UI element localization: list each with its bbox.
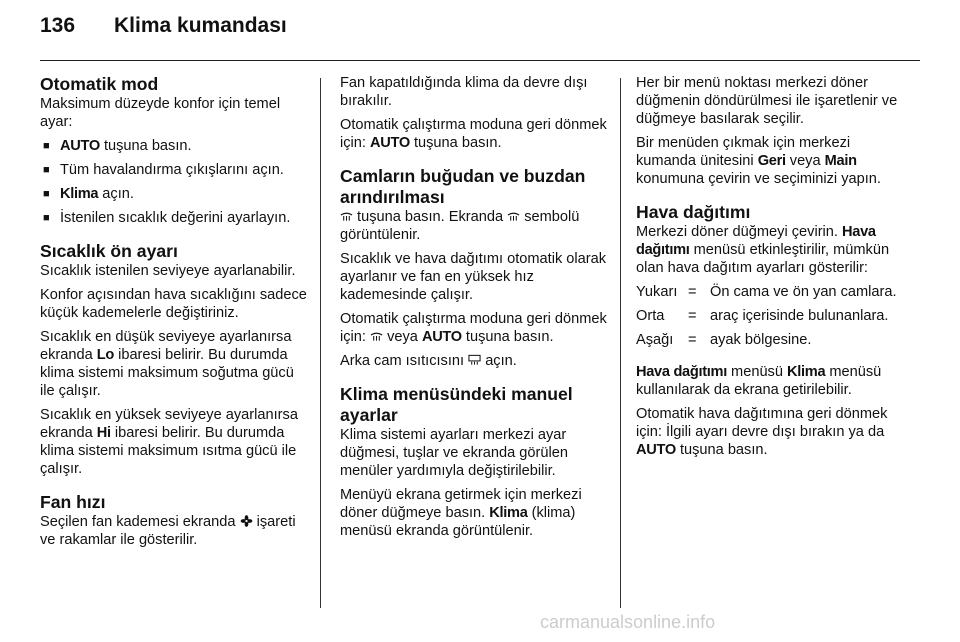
para-menu-noktasi: Her bir menü noktası merkezi döner düğmenin döndürülmesi ile işaretlenir ve düğmeye basılarak seçilir. bbox=[636, 75, 898, 127]
windscreen-defrost-icon bbox=[507, 210, 520, 222]
para-otomatik-hava: Otomatik hava dağıtımına geri dönmek için: İlgili ayarı devre dışı bırakın ya da AUTO tuşuna basın. bbox=[636, 406, 888, 458]
definition-row bbox=[636, 331, 906, 349]
para-menuden-cik: Bir menüden çıkmak için merkezi kumanda ünitesini Geri veya Main konumuna çevirin ve seçiminizi yapın. bbox=[636, 135, 881, 187]
para-sicaklik-hi: Sıcaklık en yüksek seviyeye ayarlanırsa ekranda Hi ibaresi belirir. Bu durumda klima sistemi maksimum ısıtma gücü ile çalışır. bbox=[40, 407, 298, 477]
page-header bbox=[40, 14, 920, 44]
fan-icon bbox=[240, 515, 253, 527]
page-number: 136 bbox=[40, 14, 76, 37]
para-arka-cam: Arka cam ısıtıcısını açın. bbox=[340, 353, 517, 369]
definition-equals: = bbox=[688, 308, 697, 324]
definition-desc: Ön cama ve ön yan camlara. bbox=[710, 284, 897, 300]
page-title: Klima kumandası bbox=[114, 14, 287, 37]
definition-row bbox=[636, 283, 906, 301]
heading-camlar: Camların buğudan ve buzdan arındırılması bbox=[340, 166, 586, 207]
column-2 bbox=[340, 74, 610, 546]
definition-desc: araç içerisinde bulunanlara. bbox=[710, 308, 889, 324]
para-sicaklik-2: Konfor açısından hava sıcaklığını sadece küçük kademelerle değiştiriniz. bbox=[40, 287, 307, 321]
para-auto-geri: Otomatik çalıştırma moduna geri dönmek için: AUTO tuşuna basın. bbox=[340, 117, 607, 151]
bullet-klima: ■ Klima açın. bbox=[40, 185, 308, 203]
heading-otomatik-mod: Otomatik mod bbox=[40, 74, 159, 94]
column-1 bbox=[40, 74, 308, 555]
heading-fan-hizi: Fan hızı bbox=[40, 492, 106, 512]
para-klima-menusu: Hava dağıtımı menüsü Klima menüsü kullanılarak da ekrana getirilebilir. bbox=[636, 364, 882, 398]
bullet-auto: ■ AUTO tuşuna basın. bbox=[40, 137, 308, 155]
para-otomatik-ayar: Sıcaklık ve hava dağıtımı otomatik olarak ayarlanır ve fan en yüksek hız kademesinde çalışır. bbox=[340, 251, 607, 303]
bullet-sicaklik: ■ İstenilen sıcaklık değerini ayarlayın. bbox=[40, 209, 308, 227]
para-maksimum: Maksimum düzeyde konfor için temel ayar: bbox=[40, 96, 281, 130]
column-divider-1 bbox=[320, 78, 321, 608]
para-menu-getir: Menüyü ekrana getirmek için merkezi döner düğmeye basın. Klima (klima) menüsü ekranda görüntülenir. bbox=[340, 487, 582, 539]
definition-term: Aşağı bbox=[636, 332, 674, 348]
definition-equals: = bbox=[688, 284, 697, 300]
definition-equals: = bbox=[688, 332, 697, 348]
bullet-havalandirma: ■ Tüm havalandırma çıkışlarını açın. bbox=[40, 161, 308, 179]
para-sicaklik-1: Sıcaklık istenilen seviyeye ayarlanabilir. bbox=[40, 263, 296, 279]
definition-term: Orta bbox=[636, 308, 665, 324]
column-divider-2 bbox=[620, 78, 621, 608]
definition-desc: ayak bölgesine. bbox=[710, 332, 812, 348]
windscreen-defrost-icon bbox=[370, 330, 383, 342]
definition-row bbox=[636, 307, 906, 325]
definition-term: Yukarı bbox=[636, 284, 678, 300]
para-defrost-geri: Otomatik çalıştırma moduna geri dönmek için: veya AUTO tuşuna basın. bbox=[340, 311, 607, 345]
windscreen-defrost-icon bbox=[340, 210, 353, 222]
para-hava-dagitimi: Merkezi döner düğmeyi çevirin. Hava dağıtımı menüsü etkinleştirilir, mümkün olan hava dağıtım ayarları gösterilir: bbox=[636, 224, 890, 276]
heading-hava-dagitimi: Hava dağıtımı bbox=[636, 202, 751, 222]
heading-sicaklik: Sıcaklık ön ayarı bbox=[40, 241, 178, 261]
rear-window-heater-icon bbox=[468, 354, 481, 366]
header-rule bbox=[40, 60, 920, 61]
para-fan-kapat: Fan kapatıldığında klima da devre dışı bırakılır. bbox=[340, 75, 588, 109]
heading-manuel-ayarlar: Klima menüsündeki manuel ayarlar bbox=[340, 384, 573, 425]
para-defrost: tuşuna basın. Ekranda sembolü görüntülenir. bbox=[340, 209, 580, 243]
para-sicaklik-lo: Sıcaklık en düşük seviyeye ayarlanırsa ekranda Lo ibaresi belirir. Bu durumda klima sistemi maksimum soğutma gücü ile çalışır. bbox=[40, 329, 294, 399]
watermark: carmanualsonline.info bbox=[540, 612, 716, 632]
para-fan: Seçilen fan kademesi ekranda işareti ve rakamlar ile gösterilir. bbox=[40, 514, 296, 548]
column-3 bbox=[636, 74, 906, 465]
para-klima-sistemi: Klima sistemi ayarları merkezi ayar düğmesi, tuşlar ve ekranda görülen menüler yardımıyla değiştirilebilir. bbox=[340, 427, 568, 479]
